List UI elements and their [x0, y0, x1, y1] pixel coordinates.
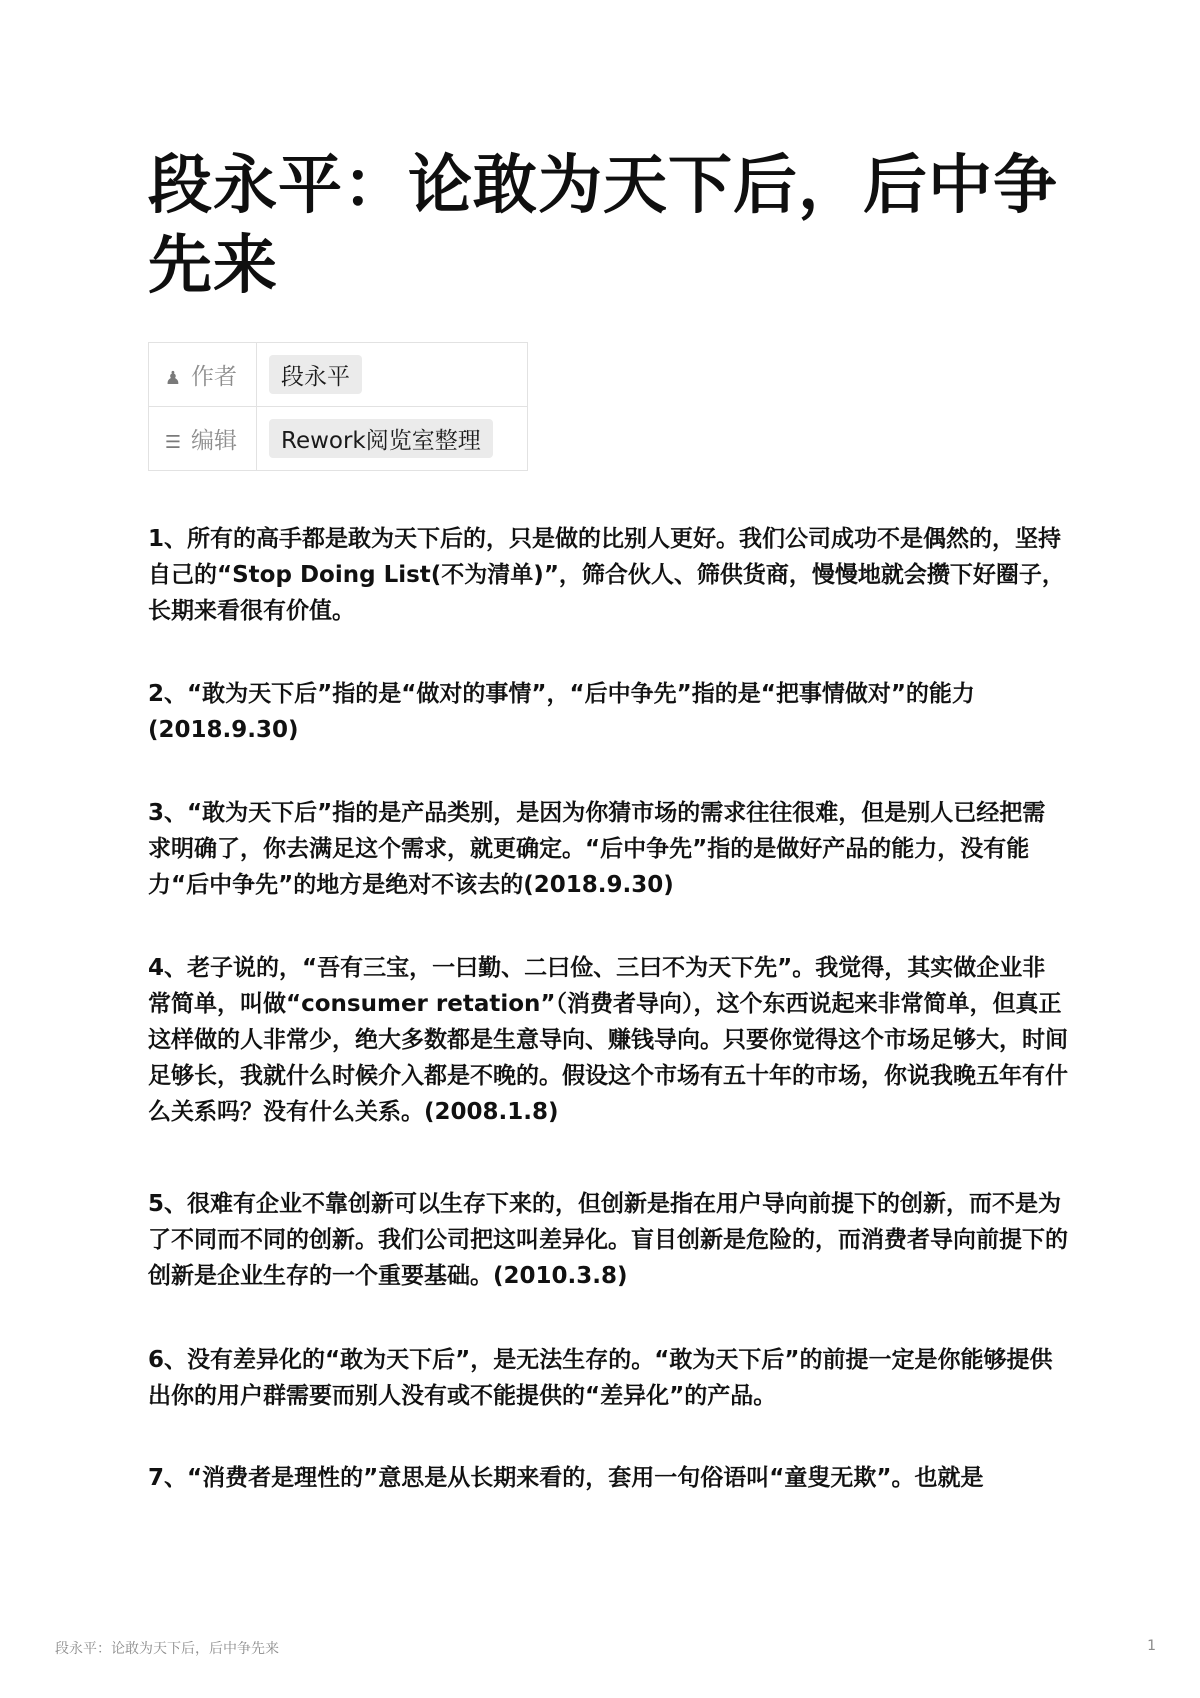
properties-table	[148, 342, 528, 471]
footer-page-number: 1	[1147, 1638, 1156, 1654]
footer-running-title: 段永平：论敢为天下后，后中争先来	[55, 1641, 279, 1657]
property-key-author	[149, 343, 257, 407]
property-label: 编辑	[191, 428, 237, 454]
page-title: 段永平：论敢为天下后，后中争先来	[148, 149, 1058, 303]
property-key-editor	[149, 407, 257, 471]
paragraph-7: 7、“消费者是理性的”意思是从长期来看的，套用一句俗语叫“童叟无欺”。也就是	[148, 1465, 984, 1491]
paragraph-4: 4、老子说的，“吾有三宝，一曰勤、二曰俭、三曰不为天下先”。我觉得，其实做企业非常简单，叫做“consumer retation”（消费者导向），这个东西说起来非常简单，但真正这样做的人非常少，绝大多数都是生意导向、赚钱导向。只要你觉得这个市场足够大，时间足够长，我就什么时候介入都是不晚的。假设这个市场有五十年的市场，你说我晚五年有什么关系吗？没有什么关系。(2008.1.8)	[148, 955, 1068, 1125]
editor-tag: Rework阅览室整理	[269, 419, 493, 458]
property-label: 作者	[191, 364, 237, 390]
property-row-editor	[149, 407, 528, 471]
property-row-author	[149, 343, 528, 407]
person-icon: ♟	[164, 368, 182, 389]
paragraph-6: 6、没有差异化的“敢为天下后”，是无法生存的。“敢为天下后”的前提一定是你能够提供出你的用户群需要而别人没有或不能提供的“差异化”的产品。	[148, 1347, 1053, 1409]
paragraph-3: 3、“敢为天下后”指的是产品类别，是因为你猜市场的需求往往很难，但是别人已经把需求明确了，你去满足这个需求，就更确定。“后中争先”指的是做好产品的能力，没有能力“后中争先”的地方是绝对不该去的(2018.9.30)	[148, 800, 1046, 898]
list-icon: ☰	[164, 432, 182, 453]
paragraph-1: 1、所有的高手都是敢为天下后的，只是做的比别人更好。我们公司成功不是偶然的，坚持自己的“Stop Doing List(不为清单)”，筛合伙人、筛供货商，慢慢地就会攒下好圈子，长期来看很有价值。	[148, 526, 1065, 624]
property-value-editor	[257, 407, 528, 471]
paragraph-2: 2、“敢为天下后”指的是“做对的事情”，“后中争先”指的是“把事情做对”的能力(2018.9.30)	[148, 681, 975, 743]
paragraph-5: 5、很难有企业不靠创新可以生存下来的，但创新是指在用户导向前提下的创新，而不是为了不同而不同的创新。我们公司把这叫差异化。盲目创新是危险的，而消费者导向前提下的创新是企业生存的一个重要基础。(2010.3.8)	[148, 1191, 1068, 1289]
property-value-author	[257, 343, 528, 407]
author-tag: 段永平	[269, 355, 362, 394]
